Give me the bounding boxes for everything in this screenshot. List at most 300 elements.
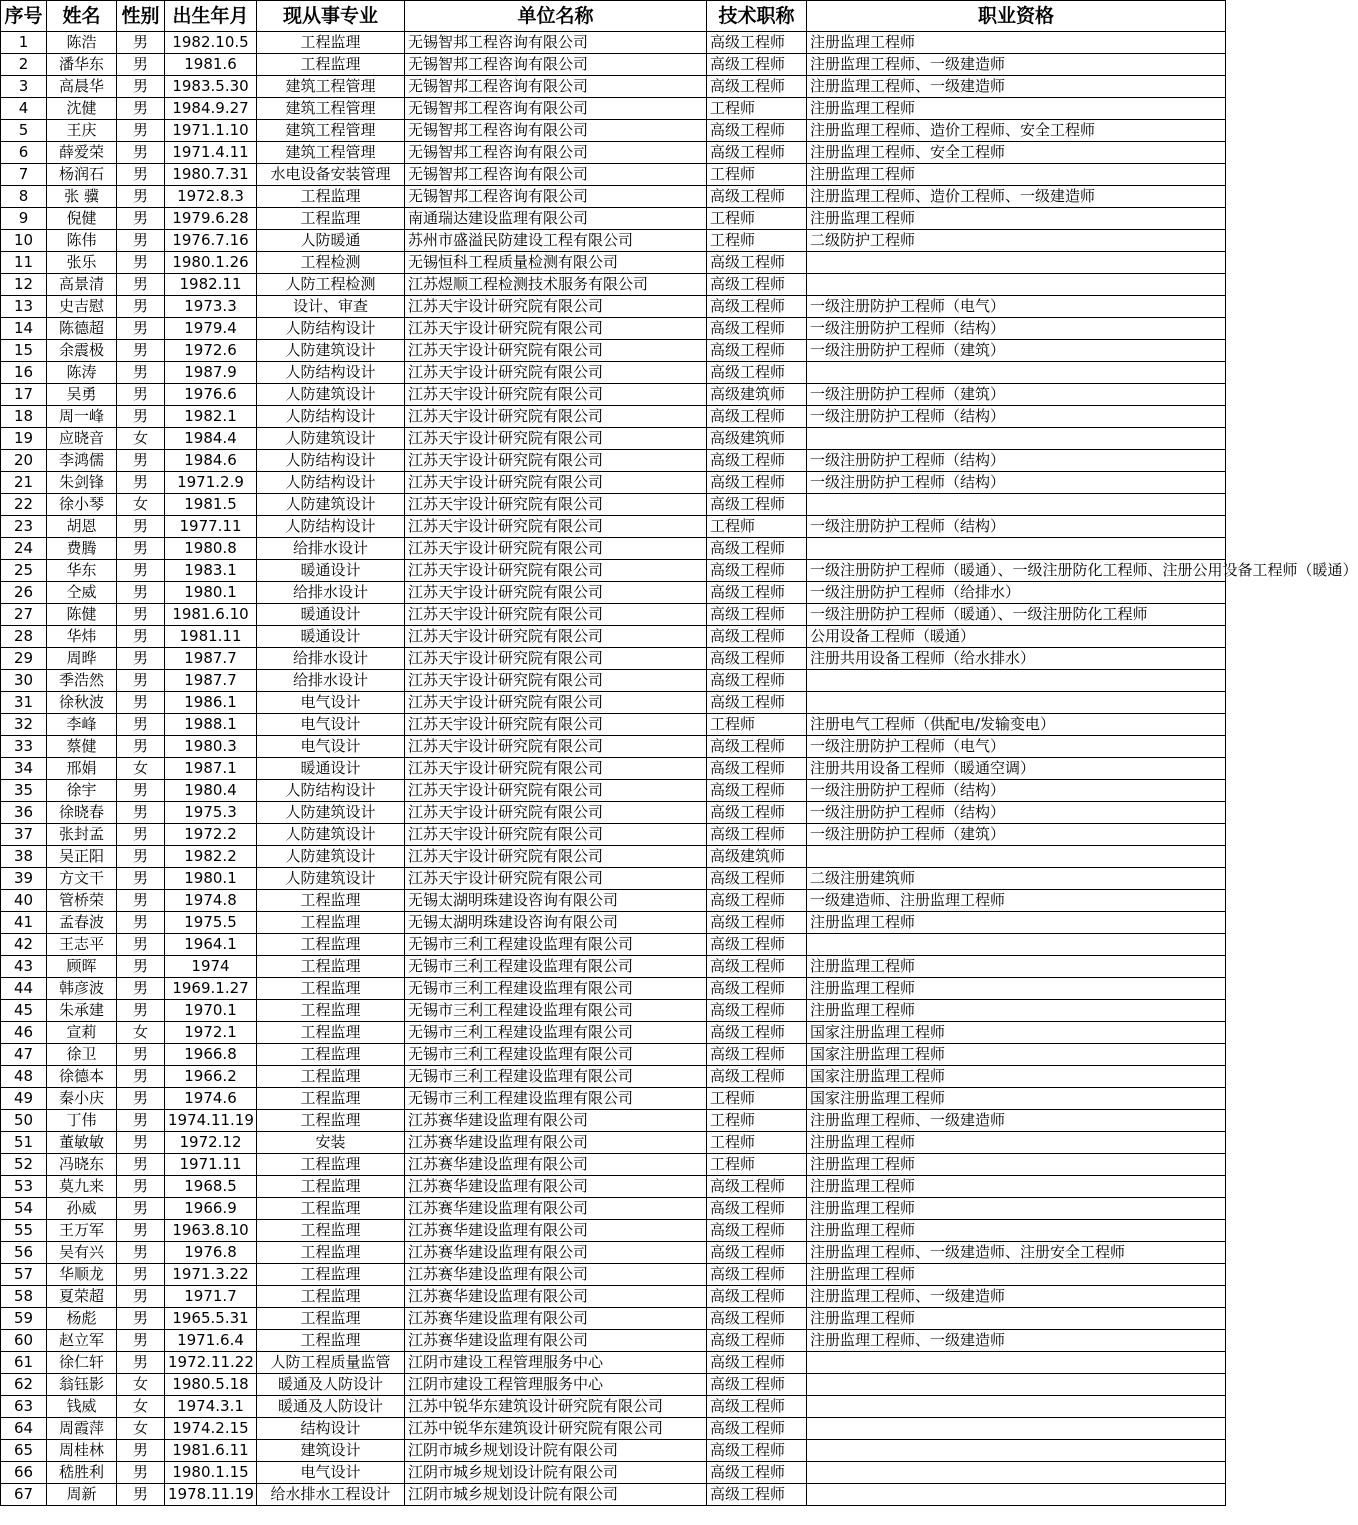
cell-employer: 江苏天宇设计研究院有限公司 bbox=[405, 560, 707, 582]
cell-qualification: 注册监理工程师、一级建造师 bbox=[807, 76, 1226, 98]
cell-birth-date: 1965.5.31 bbox=[165, 1308, 257, 1330]
cell-birth-date: 1980.8 bbox=[165, 538, 257, 560]
cell-birth-date: 1963.8.10 bbox=[165, 1220, 257, 1242]
cell-specialty: 电气设计 bbox=[257, 692, 405, 714]
cell-gender: 男 bbox=[117, 802, 165, 824]
cell-index: 64 bbox=[1, 1418, 47, 1440]
cell-gender: 男 bbox=[117, 978, 165, 1000]
cell-specialty: 工程监理 bbox=[257, 32, 405, 54]
cell-index: 34 bbox=[1, 758, 47, 780]
cell-qualification: 注册监理工程师 bbox=[807, 208, 1226, 230]
cell-title: 高级工程师 bbox=[707, 626, 807, 648]
cell-specialty: 电气设计 bbox=[257, 736, 405, 758]
table-row bbox=[1, 1396, 1226, 1418]
cell-specialty: 给排水设计 bbox=[257, 648, 405, 670]
cell-name: 沈健 bbox=[47, 98, 117, 120]
cell-title: 工程师 bbox=[707, 164, 807, 186]
cell-employer: 江苏天宇设计研究院有限公司 bbox=[405, 736, 707, 758]
cell-specialty: 工程监理 bbox=[257, 890, 405, 912]
cell-index: 52 bbox=[1, 1154, 47, 1176]
cell-specialty: 工程监理 bbox=[257, 54, 405, 76]
cell-title: 高级工程师 bbox=[707, 1440, 807, 1462]
cell-gender: 男 bbox=[117, 560, 165, 582]
cell-qualification: 一级注册防护工程师（建筑） bbox=[807, 824, 1226, 846]
cell-index: 41 bbox=[1, 912, 47, 934]
cell-index: 42 bbox=[1, 934, 47, 956]
cell-specialty: 人防结构设计 bbox=[257, 516, 405, 538]
cell-name: 莫九来 bbox=[47, 1176, 117, 1198]
cell-qualification: 国家注册监理工程师 bbox=[807, 1066, 1226, 1088]
cell-title: 高级工程师 bbox=[707, 736, 807, 758]
cell-gender: 男 bbox=[117, 296, 165, 318]
cell-qualification: 公用设备工程师（暖通） bbox=[807, 626, 1226, 648]
table-row bbox=[1, 604, 1226, 626]
cell-birth-date: 1971.7 bbox=[165, 1286, 257, 1308]
cell-title: 高级工程师 bbox=[707, 1044, 807, 1066]
cell-index: 60 bbox=[1, 1330, 47, 1352]
table-row bbox=[1, 1462, 1226, 1484]
cell-gender: 男 bbox=[117, 1484, 165, 1506]
cell-gender: 男 bbox=[117, 1220, 165, 1242]
cell-birth-date: 1972.2 bbox=[165, 824, 257, 846]
cell-title: 高级工程师 bbox=[707, 1330, 807, 1352]
cell-title: 高级工程师 bbox=[707, 604, 807, 626]
cell-gender: 男 bbox=[117, 384, 165, 406]
cell-index: 5 bbox=[1, 120, 47, 142]
cell-title: 高级工程师 bbox=[707, 318, 807, 340]
cell-name: 朱承建 bbox=[47, 1000, 117, 1022]
cell-qualification: 注册监理工程师 bbox=[807, 912, 1226, 934]
table-row bbox=[1, 1418, 1226, 1440]
cell-index: 44 bbox=[1, 978, 47, 1000]
cell-index: 14 bbox=[1, 318, 47, 340]
cell-index: 31 bbox=[1, 692, 47, 714]
cell-name: 孟春波 bbox=[47, 912, 117, 934]
cell-birth-date: 1980.4 bbox=[165, 780, 257, 802]
cell-specialty: 暖通及人防设计 bbox=[257, 1396, 405, 1418]
cell-birth-date: 1971.4.11 bbox=[165, 142, 257, 164]
cell-employer: 江苏天宇设计研究院有限公司 bbox=[405, 296, 707, 318]
cell-gender: 男 bbox=[117, 32, 165, 54]
cell-title: 高级工程师 bbox=[707, 1352, 807, 1374]
cell-employer: 江阴市建设工程管理服务中心 bbox=[405, 1352, 707, 1374]
cell-name: 李鸿儒 bbox=[47, 450, 117, 472]
cell-employer: 江苏赛华建设监理有限公司 bbox=[405, 1198, 707, 1220]
cell-specialty: 建筑工程管理 bbox=[257, 142, 405, 164]
cell-index: 28 bbox=[1, 626, 47, 648]
cell-employer: 江苏天宇设计研究院有限公司 bbox=[405, 758, 707, 780]
cell-qualification bbox=[807, 846, 1226, 868]
table-row bbox=[1, 98, 1226, 120]
cell-specialty: 人防建筑设计 bbox=[257, 384, 405, 406]
cell-birth-date: 1981.5 bbox=[165, 494, 257, 516]
cell-title: 高级工程师 bbox=[707, 32, 807, 54]
cell-birth-date: 1981.6 bbox=[165, 54, 257, 76]
cell-title: 高级工程师 bbox=[707, 406, 807, 428]
cell-employer: 江阴市城乡规划设计院有限公司 bbox=[405, 1484, 707, 1506]
cell-title: 高级工程师 bbox=[707, 450, 807, 472]
cell-index: 32 bbox=[1, 714, 47, 736]
cell-birth-date: 1972.1 bbox=[165, 1022, 257, 1044]
table-body bbox=[1, 32, 1358, 1506]
table-row bbox=[1, 714, 1226, 736]
cell-title: 高级工程师 bbox=[707, 472, 807, 494]
table-row bbox=[1, 1198, 1226, 1220]
cell-name: 胡恩 bbox=[47, 516, 117, 538]
cell-gender: 男 bbox=[117, 604, 165, 626]
cell-birth-date: 1972.6 bbox=[165, 340, 257, 362]
table-row bbox=[1, 384, 1226, 406]
table-row bbox=[1, 1308, 1226, 1330]
cell-birth-date: 1987.7 bbox=[165, 648, 257, 670]
cell-title: 高级工程师 bbox=[707, 120, 807, 142]
cell-name: 邢娟 bbox=[47, 758, 117, 780]
cell-title: 工程师 bbox=[707, 1132, 807, 1154]
cell-specialty: 暖通及人防设计 bbox=[257, 1374, 405, 1396]
cell-title: 高级工程师 bbox=[707, 362, 807, 384]
cell-index: 48 bbox=[1, 1066, 47, 1088]
cell-gender: 女 bbox=[117, 1396, 165, 1418]
cell-specialty: 设计、审查 bbox=[257, 296, 405, 318]
table-row bbox=[1, 1374, 1226, 1396]
table-row bbox=[1, 1264, 1226, 1286]
cell-birth-date: 1971.6.4 bbox=[165, 1330, 257, 1352]
cell-birth-date: 1976.6 bbox=[165, 384, 257, 406]
cell-title: 高级工程师 bbox=[707, 186, 807, 208]
cell-gender: 女 bbox=[117, 1418, 165, 1440]
cell-birth-date: 1976.7.16 bbox=[165, 230, 257, 252]
cell-gender: 男 bbox=[117, 1198, 165, 1220]
cell-birth-date: 1983.1 bbox=[165, 560, 257, 582]
cell-qualification: 注册监理工程师、一级建造师 bbox=[807, 1286, 1226, 1308]
table-row bbox=[1, 252, 1226, 274]
cell-gender: 男 bbox=[117, 868, 165, 890]
cell-birth-date: 1976.8 bbox=[165, 1242, 257, 1264]
cell-qualification bbox=[807, 494, 1226, 516]
cell-gender: 男 bbox=[117, 1462, 165, 1484]
cell-qualification: 注册监理工程师 bbox=[807, 1132, 1226, 1154]
cell-birth-date: 1980.5.18 bbox=[165, 1374, 257, 1396]
cell-specialty: 工程监理 bbox=[257, 1000, 405, 1022]
cell-qualification: 一级注册防护工程师（结构） bbox=[807, 802, 1226, 824]
cell-birth-date: 1972.8.3 bbox=[165, 186, 257, 208]
cell-qualification: 注册共用设备工程师（给水排水） bbox=[807, 648, 1226, 670]
cell-title: 高级工程师 bbox=[707, 648, 807, 670]
cell-name: 宣莉 bbox=[47, 1022, 117, 1044]
cell-employer: 江苏天宇设计研究院有限公司 bbox=[405, 406, 707, 428]
cell-employer: 无锡智邦工程咨询有限公司 bbox=[405, 120, 707, 142]
cell-gender: 男 bbox=[117, 252, 165, 274]
cell-specialty: 人防工程质量监管 bbox=[257, 1352, 405, 1374]
cell-qualification bbox=[807, 934, 1226, 956]
cell-name: 周霞萍 bbox=[47, 1418, 117, 1440]
table-row bbox=[1, 1330, 1226, 1352]
cell-qualification: 二级注册建筑师 bbox=[807, 868, 1226, 890]
cell-name: 钱威 bbox=[47, 1396, 117, 1418]
cell-title: 工程师 bbox=[707, 208, 807, 230]
cell-title: 高级工程师 bbox=[707, 76, 807, 98]
cell-employer: 无锡智邦工程咨询有限公司 bbox=[405, 54, 707, 76]
cell-employer: 江苏天宇设计研究院有限公司 bbox=[405, 516, 707, 538]
cell-specialty: 给排水设计 bbox=[257, 538, 405, 560]
cell-name: 杨彪 bbox=[47, 1308, 117, 1330]
cell-employer: 无锡市三利工程建设监理有限公司 bbox=[405, 1022, 707, 1044]
cell-qualification bbox=[807, 1462, 1226, 1484]
cell-gender: 男 bbox=[117, 516, 165, 538]
cell-title: 高级建筑师 bbox=[707, 846, 807, 868]
table-row bbox=[1, 340, 1226, 362]
cell-index: 35 bbox=[1, 780, 47, 802]
cell-index: 62 bbox=[1, 1374, 47, 1396]
cell-birth-date: 1979.4 bbox=[165, 318, 257, 340]
cell-name: 陈德超 bbox=[47, 318, 117, 340]
cell-name: 周一峰 bbox=[47, 406, 117, 428]
cell-index: 8 bbox=[1, 186, 47, 208]
cell-gender: 男 bbox=[117, 1044, 165, 1066]
cell-qualification: 二级防护工程师 bbox=[807, 230, 1226, 252]
cell-employer: 江苏赛华建设监理有限公司 bbox=[405, 1220, 707, 1242]
table-row bbox=[1, 890, 1226, 912]
cell-qualification bbox=[807, 1440, 1226, 1462]
cell-name: 陈涛 bbox=[47, 362, 117, 384]
cell-title: 高级工程师 bbox=[707, 296, 807, 318]
cell-name: 张乐 bbox=[47, 252, 117, 274]
cell-title: 工程师 bbox=[707, 1088, 807, 1110]
cell-name: 徐晓春 bbox=[47, 802, 117, 824]
cell-title: 高级工程师 bbox=[707, 252, 807, 274]
cell-specialty: 工程监理 bbox=[257, 1264, 405, 1286]
cell-employer: 江苏天宇设计研究院有限公司 bbox=[405, 648, 707, 670]
cell-birth-date: 1964.1 bbox=[165, 934, 257, 956]
cell-title: 工程师 bbox=[707, 230, 807, 252]
cell-qualification: 一级注册防护工程师（暖通）、一级注册防化工程师、注册公用设备工程师（暖通） bbox=[807, 560, 1226, 582]
cell-employer: 无锡智邦工程咨询有限公司 bbox=[405, 142, 707, 164]
cell-title: 高级工程师 bbox=[707, 1264, 807, 1286]
cell-qualification: 注册监理工程师、造价工程师、安全工程师 bbox=[807, 120, 1226, 142]
cell-qualification: 国家注册监理工程师 bbox=[807, 1088, 1226, 1110]
cell-gender: 女 bbox=[117, 1022, 165, 1044]
cell-index: 2 bbox=[1, 54, 47, 76]
cell-name: 吴有兴 bbox=[47, 1242, 117, 1264]
cell-name: 徐德本 bbox=[47, 1066, 117, 1088]
cell-name: 徐小琴 bbox=[47, 494, 117, 516]
cell-gender: 女 bbox=[117, 428, 165, 450]
cell-qualification: 一级注册防护工程师（结构） bbox=[807, 318, 1226, 340]
cell-gender: 男 bbox=[117, 670, 165, 692]
cell-index: 4 bbox=[1, 98, 47, 120]
cell-employer: 江苏中锐华东建筑设计研究院有限公司 bbox=[405, 1396, 707, 1418]
cell-index: 37 bbox=[1, 824, 47, 846]
cell-specialty: 人防工程检测 bbox=[257, 274, 405, 296]
cell-employer: 江阴市建设工程管理服务中心 bbox=[405, 1374, 707, 1396]
cell-title: 高级工程师 bbox=[707, 692, 807, 714]
cell-name: 顾晖 bbox=[47, 956, 117, 978]
cell-specialty: 工程监理 bbox=[257, 1044, 405, 1066]
cell-name: 杨润石 bbox=[47, 164, 117, 186]
cell-name: 潘华东 bbox=[47, 54, 117, 76]
cell-name: 高晨华 bbox=[47, 76, 117, 98]
table-row bbox=[1, 120, 1226, 142]
cell-employer: 江苏赛华建设监理有限公司 bbox=[405, 1154, 707, 1176]
cell-index: 36 bbox=[1, 802, 47, 824]
cell-index: 39 bbox=[1, 868, 47, 890]
col-header-name: 姓名 bbox=[47, 1, 117, 32]
cell-index: 40 bbox=[1, 890, 47, 912]
cell-gender: 男 bbox=[117, 1154, 165, 1176]
cell-name: 赵立军 bbox=[47, 1330, 117, 1352]
cell-title: 高级工程师 bbox=[707, 912, 807, 934]
cell-index: 55 bbox=[1, 1220, 47, 1242]
cell-birth-date: 1982.11 bbox=[165, 274, 257, 296]
cell-specialty: 建筑工程管理 bbox=[257, 120, 405, 142]
cell-gender: 男 bbox=[117, 1088, 165, 1110]
cell-qualification: 注册监理工程师 bbox=[807, 1220, 1226, 1242]
cell-specialty: 工程监理 bbox=[257, 1066, 405, 1088]
cell-gender: 男 bbox=[117, 1286, 165, 1308]
cell-birth-date: 1982.10.5 bbox=[165, 32, 257, 54]
cell-employer: 江苏赛华建设监理有限公司 bbox=[405, 1176, 707, 1198]
cell-gender: 男 bbox=[117, 714, 165, 736]
cell-birth-date: 1974.11.19 bbox=[165, 1110, 257, 1132]
cell-gender: 男 bbox=[117, 362, 165, 384]
cell-employer: 江苏天宇设计研究院有限公司 bbox=[405, 846, 707, 868]
cell-index: 65 bbox=[1, 1440, 47, 1462]
cell-title: 高级工程师 bbox=[707, 582, 807, 604]
cell-title: 高级工程师 bbox=[707, 142, 807, 164]
cell-qualification: 注册电气工程师（供配电/发输变电） bbox=[807, 714, 1226, 736]
cell-title: 高级工程师 bbox=[707, 758, 807, 780]
cell-birth-date: 1974 bbox=[165, 956, 257, 978]
cell-specialty: 工程检测 bbox=[257, 252, 405, 274]
cell-index: 10 bbox=[1, 230, 47, 252]
cell-specialty: 电气设计 bbox=[257, 714, 405, 736]
cell-qualification: 一级注册防护工程师（建筑） bbox=[807, 384, 1226, 406]
cell-specialty: 人防建筑设计 bbox=[257, 824, 405, 846]
cell-index: 38 bbox=[1, 846, 47, 868]
cell-gender: 男 bbox=[117, 208, 165, 230]
col-header-title: 技术职称 bbox=[707, 1, 807, 32]
cell-birth-date: 1971.3.22 bbox=[165, 1264, 257, 1286]
cell-title: 工程师 bbox=[707, 1110, 807, 1132]
cell-qualification: 注册监理工程师 bbox=[807, 1000, 1226, 1022]
cell-qualification: 注册监理工程师、一级建造师 bbox=[807, 1110, 1226, 1132]
cell-employer: 江苏天宇设计研究院有限公司 bbox=[405, 450, 707, 472]
cell-title: 高级工程师 bbox=[707, 824, 807, 846]
cell-qualification bbox=[807, 1352, 1226, 1374]
cell-title: 工程师 bbox=[707, 98, 807, 120]
cell-employer: 无锡市三利工程建设监理有限公司 bbox=[405, 1066, 707, 1088]
cell-specialty: 给水排水工程设计 bbox=[257, 1484, 405, 1506]
cell-qualification bbox=[807, 428, 1226, 450]
table-row bbox=[1, 780, 1226, 802]
cell-title: 高级工程师 bbox=[707, 1462, 807, 1484]
cell-index: 17 bbox=[1, 384, 47, 406]
cell-index: 7 bbox=[1, 164, 47, 186]
cell-title: 高级工程师 bbox=[707, 1308, 807, 1330]
cell-specialty: 工程监理 bbox=[257, 912, 405, 934]
cell-employer: 无锡市三利工程建设监理有限公司 bbox=[405, 934, 707, 956]
cell-employer: 江苏天宇设计研究院有限公司 bbox=[405, 340, 707, 362]
cell-gender: 男 bbox=[117, 824, 165, 846]
cell-title: 高级工程师 bbox=[707, 340, 807, 362]
cell-employer: 江苏赛华建设监理有限公司 bbox=[405, 1286, 707, 1308]
cell-title: 工程师 bbox=[707, 1154, 807, 1176]
cell-qualification: 一级注册防护工程师（结构） bbox=[807, 450, 1226, 472]
cell-specialty: 工程监理 bbox=[257, 1176, 405, 1198]
cell-title: 高级工程师 bbox=[707, 890, 807, 912]
cell-gender: 男 bbox=[117, 1110, 165, 1132]
cell-title: 高级工程师 bbox=[707, 1022, 807, 1044]
cell-name: 徐卫 bbox=[47, 1044, 117, 1066]
table-row bbox=[1, 692, 1226, 714]
cell-specialty: 工程监理 bbox=[257, 1242, 405, 1264]
cell-birth-date: 1966.2 bbox=[165, 1066, 257, 1088]
cell-title: 高级工程师 bbox=[707, 274, 807, 296]
cell-specialty: 暖通设计 bbox=[257, 626, 405, 648]
cell-gender: 男 bbox=[117, 692, 165, 714]
cell-specialty: 工程监理 bbox=[257, 934, 405, 956]
cell-title: 高级工程师 bbox=[707, 1066, 807, 1088]
cell-birth-date: 1981.6.11 bbox=[165, 1440, 257, 1462]
cell-index: 50 bbox=[1, 1110, 47, 1132]
cell-name: 周晔 bbox=[47, 648, 117, 670]
cell-gender: 男 bbox=[117, 472, 165, 494]
cell-title: 高级工程师 bbox=[707, 934, 807, 956]
cell-specialty: 建筑设计 bbox=[257, 1440, 405, 1462]
cell-index: 56 bbox=[1, 1242, 47, 1264]
cell-name: 高景清 bbox=[47, 274, 117, 296]
cell-index: 15 bbox=[1, 340, 47, 362]
cell-index: 21 bbox=[1, 472, 47, 494]
cell-employer: 江苏天宇设计研究院有限公司 bbox=[405, 868, 707, 890]
cell-name: 费腾 bbox=[47, 538, 117, 560]
table-row bbox=[1, 1132, 1226, 1154]
table-row bbox=[1, 1440, 1226, 1462]
cell-gender: 男 bbox=[117, 54, 165, 76]
cell-employer: 江苏赛华建设监理有限公司 bbox=[405, 1132, 707, 1154]
cell-index: 49 bbox=[1, 1088, 47, 1110]
cell-qualification: 注册监理工程师 bbox=[807, 956, 1226, 978]
cell-name: 应晓音 bbox=[47, 428, 117, 450]
cell-employer: 无锡市三利工程建设监理有限公司 bbox=[405, 956, 707, 978]
cell-gender: 男 bbox=[117, 1440, 165, 1462]
cell-title: 高级工程师 bbox=[707, 1374, 807, 1396]
cell-index: 20 bbox=[1, 450, 47, 472]
cell-specialty: 人防建筑设计 bbox=[257, 802, 405, 824]
cell-name: 翁钰影 bbox=[47, 1374, 117, 1396]
cell-qualification bbox=[807, 692, 1226, 714]
cell-birth-date: 1974.8 bbox=[165, 890, 257, 912]
table-row bbox=[1, 934, 1226, 956]
cell-specialty: 工程监理 bbox=[257, 978, 405, 1000]
cell-qualification: 一级注册防护工程师（结构） bbox=[807, 780, 1226, 802]
table-row bbox=[1, 362, 1226, 384]
cell-birth-date: 1987.9 bbox=[165, 362, 257, 384]
cell-birth-date: 1980.1 bbox=[165, 868, 257, 890]
cell-name: 华顺龙 bbox=[47, 1264, 117, 1286]
cell-gender: 男 bbox=[117, 1176, 165, 1198]
cell-specialty: 人防建筑设计 bbox=[257, 868, 405, 890]
cell-qualification: 一级注册防护工程师（暖通）、一级注册防化工程师 bbox=[807, 604, 1226, 626]
cell-employer: 江苏赛华建设监理有限公司 bbox=[405, 1264, 707, 1286]
cell-title: 高级工程师 bbox=[707, 1220, 807, 1242]
cell-employer: 江苏天宇设计研究院有限公司 bbox=[405, 824, 707, 846]
cell-gender: 男 bbox=[117, 1352, 165, 1374]
cell-gender: 男 bbox=[117, 164, 165, 186]
cell-specialty: 给排水设计 bbox=[257, 670, 405, 692]
table-row bbox=[1, 186, 1226, 208]
table-row bbox=[1, 1022, 1226, 1044]
